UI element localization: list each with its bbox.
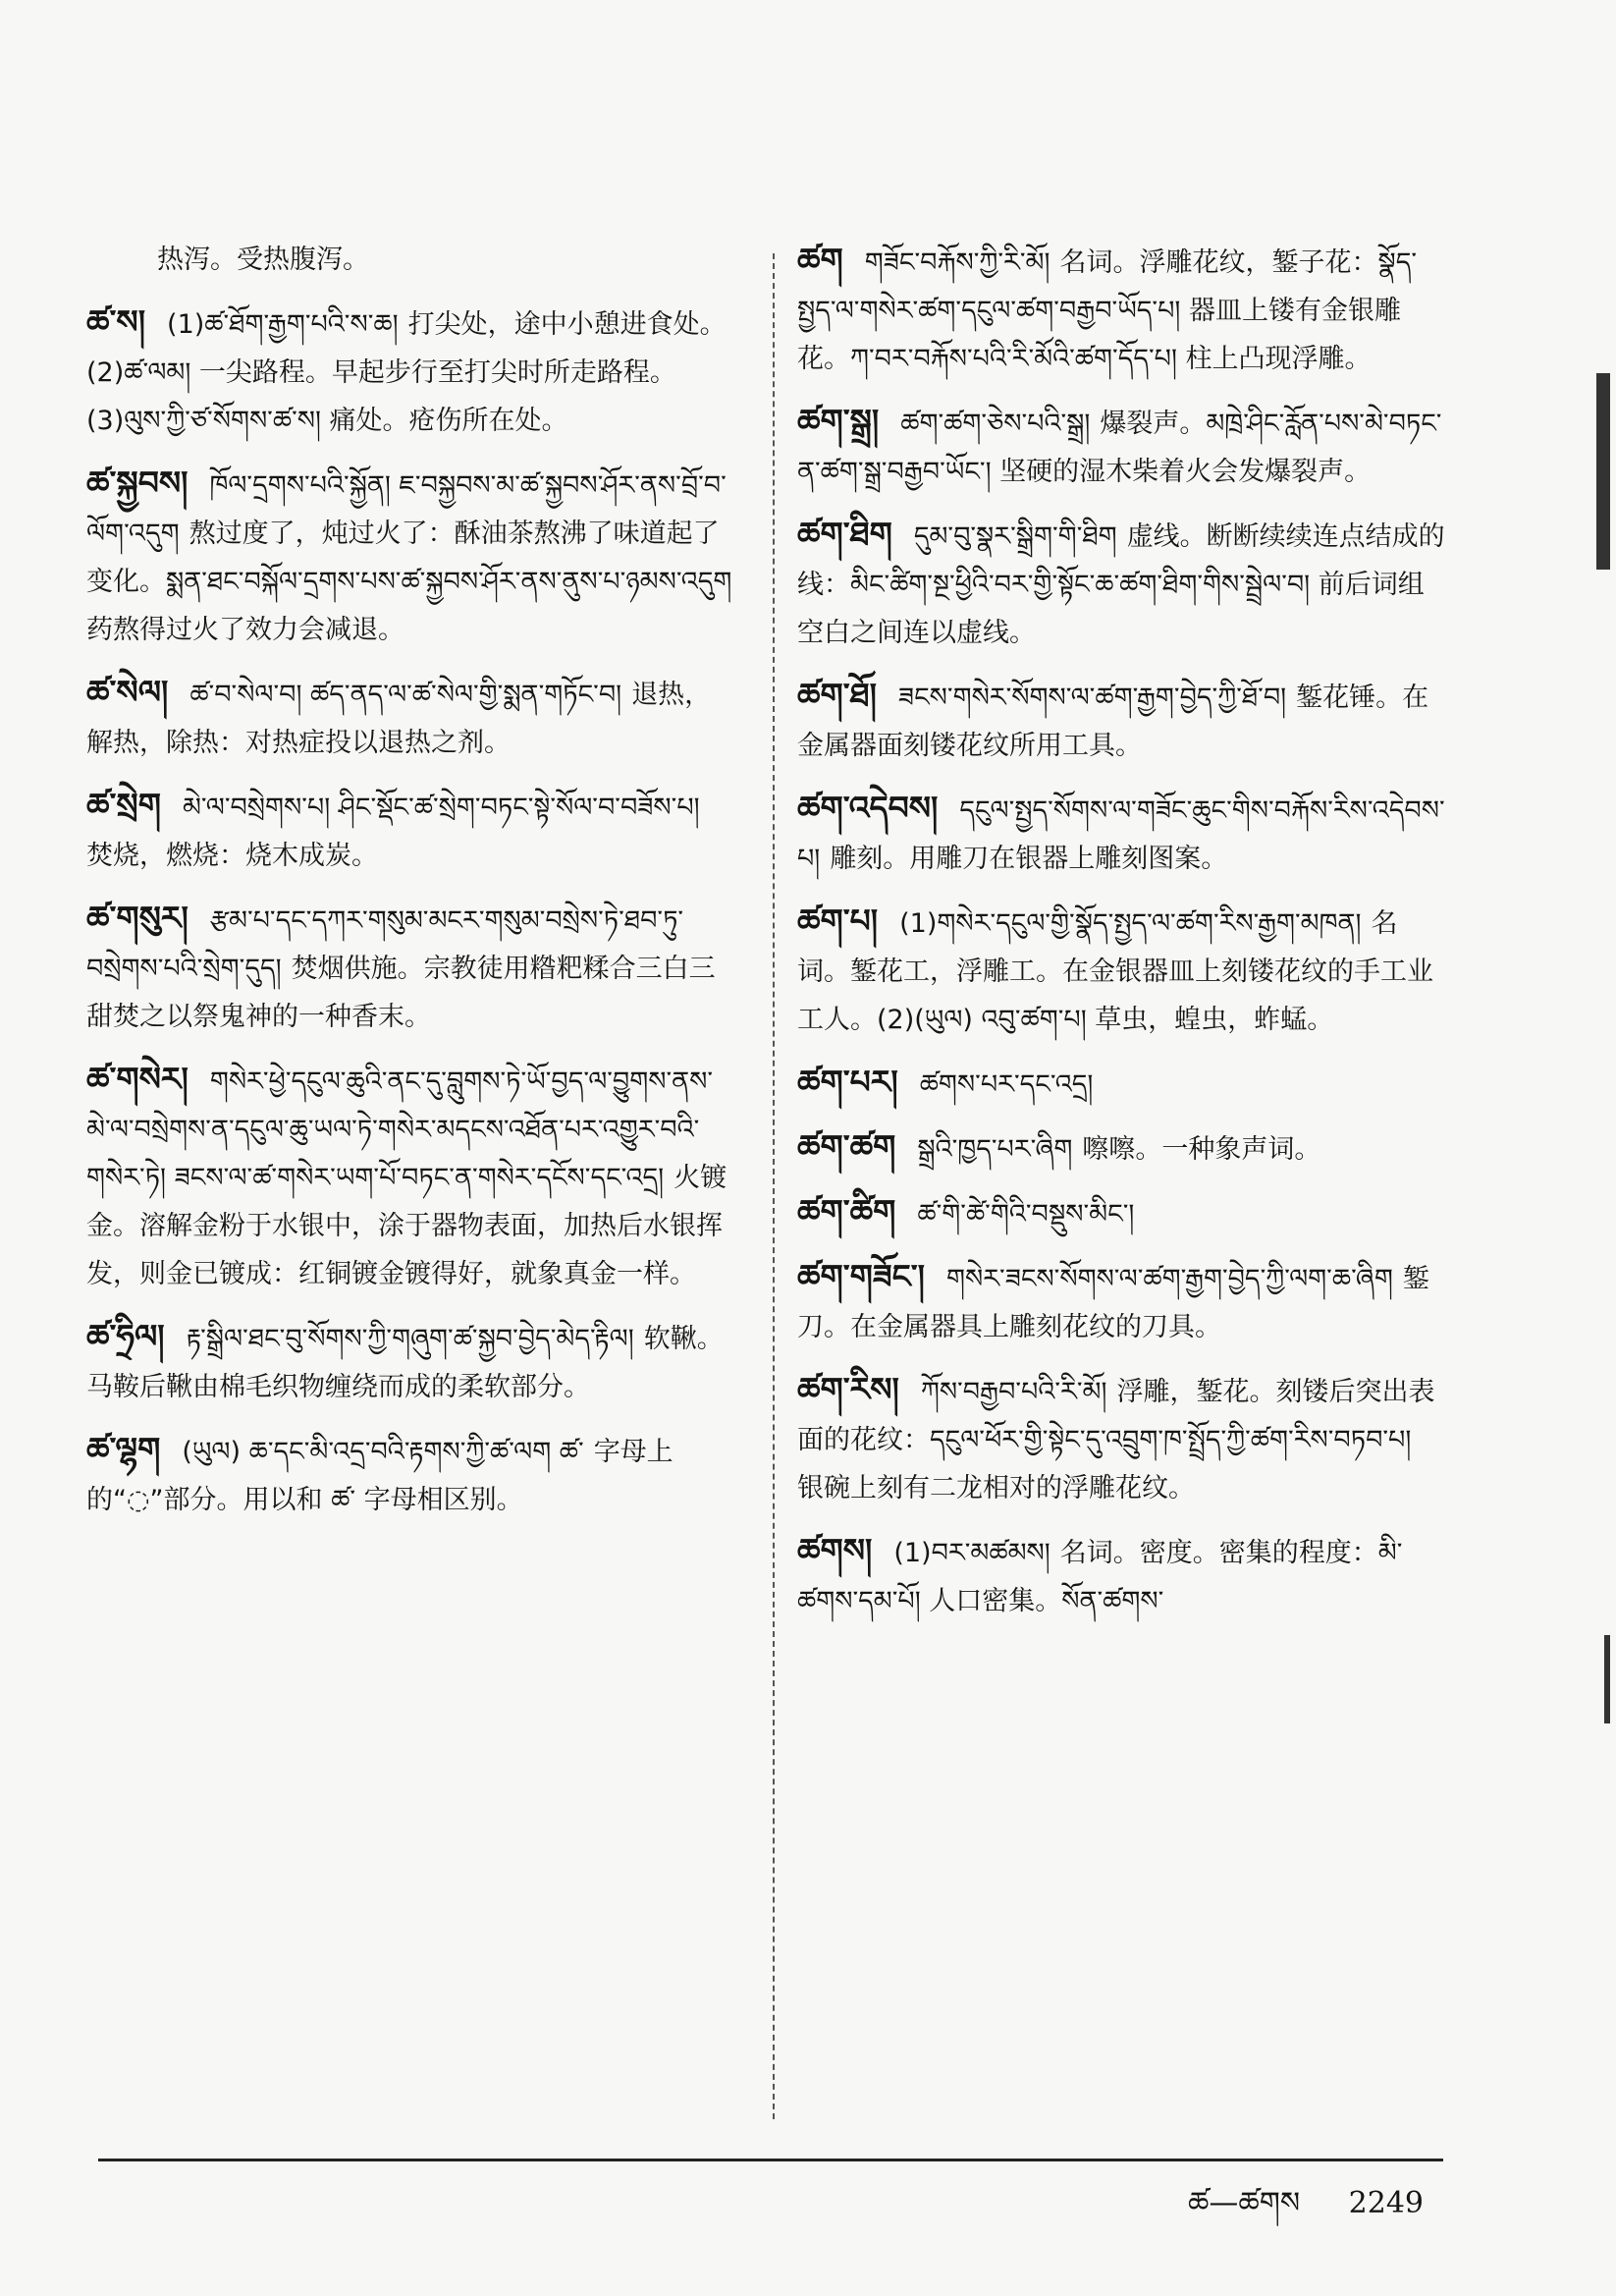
entry-chinese-definition: 退热，解热，除热：对热症投以退热之剂。 [86,680,712,758]
dictionary-entry [86,236,734,284]
entry-tibetan-definition: ཟངས་གསེར་སོགས་ལ་ཚག་རྒྱག་བྱེད་ཀྱི་ཐོ་བ། [897,683,1287,713]
left-column [86,236,734,1538]
entry-tibetan-definition: དངུལ་སྤྱད་སོགས་ལ་གཟོང་ཆུང་གིས་བརྐོས་རིས་འདེབས་པ། [797,795,1445,874]
dictionary-entry [86,1055,734,1298]
dictionary-entry [797,236,1445,383]
entry-headword: ཚ་སྐྱབས། [86,464,189,502]
entry-chinese-definition: 名词。密度。密集的程度：མི་ཚགས་དམ་པོ། 人口密集。སོན་ཚགས་ [797,1538,1403,1616]
page-footer [1188,2170,1424,2253]
footer-rule [98,2159,1443,2161]
entry-tibetan-definition: ཚ་བ་སེལ་བ། ཚད་ནད་ལ་ཚ་སེལ་གྱི་སྨན་གཏོང་བ། [189,680,622,710]
edge-mark [1604,1635,1610,1723]
dictionary-entry [797,397,1445,496]
dictionary-entry [797,1187,1445,1238]
entry-chinese-definition: 焚烧，燃烧：烧木成炭。 [86,841,378,871]
entry-chinese-definition: 嚓嚓。一种象声词。 [1082,1134,1321,1165]
dictionary-entry [86,668,734,767]
entry-tibetan-definition: ཚག་ཚག་ཅེས་པའི་སྒྲ། [900,409,1091,439]
entry-headword: ཚག་གཟོང་། [797,1257,925,1295]
dictionary-entry [86,781,734,880]
entry-chinese-definition: 熬过度了，炖过火了：酥油茶熬沸了味道起了变化。སྨན་ཐང་བསྐོལ་དྲགས་པས་ཚ་སྐྱབས་ཤོར་ནས་ནུས་པ་ཉམས་འདུག 药熬得过火了效力会减退。 [86,519,732,645]
entry-headword: ཚ་གསེར། [86,1060,189,1098]
entry-headword: ཚག་ཚག [797,1127,896,1166]
entry-tibetan-definition: སྒྲའི་ཁྱད་པར་ཞིག [917,1134,1073,1165]
entry-chinese-definition: 字母上的“◌”部分。用以和 ཚ་ 字母相区别。 [86,1437,673,1515]
entry-tibetan-definition: མེ་ལ་བསྲེགས་པ། ཤིང་སྡོང་ཚ་སྲེག་བཏང་སྟེ་སོལ་བ་བཟོས་པ། [182,793,700,823]
entry-chinese-definition: 浮雕，錾花。刻镂后突出表面的花纹：དངུལ་ཕོར་གྱི་སྟེང་དུ་འབྲུག་ཁ་སྤྲོད་ཀྱི་ཚག་རིས་བཏབ་པ། 银碗上刻有二龙相对的浮雕花纹。 [797,1377,1435,1503]
dictionary-entry [797,1058,1445,1109]
dictionary-entry [797,897,1445,1044]
entry-chinese-definition: 焚烟供施。宗教徒用糌粑糅合三白三甜焚之以祭鬼神的一种香末。 [86,954,716,1032]
entry-headword: ཚ་ཧྲིལ། [86,1317,165,1355]
dictionary-entry [797,671,1445,770]
dictionary-entry [86,1312,734,1411]
entry-tibetan-definition: གསེར་ཟངས་སོགས་ལ་ཚག་རྒྱག་བྱེད་ཀྱི་ལག་ཆ་ཞིག [945,1264,1393,1294]
entry-headword: ཚག་སྒྲ། [797,402,880,440]
entry-tibetan-definition: ཁོལ་དྲགས་པའི་སྐྱོན། ཇ་བསྐྱབས་མ་ཚ་སྐྱབས་ཤོར་ནས་བྲོ་བ་ལོག་འདུག [86,470,727,549]
entry-tibetan-definition: ཀོས་བརྒྱབ་པའི་རི་མོ། [920,1377,1107,1407]
entry-headword: ཚ་སེལ། [86,673,169,711]
entry-headword: ཚ་གསུར། [86,899,189,937]
entry-headword: ཚག [797,241,843,279]
entry-chinese-definition: 爆裂声。མཁྲེ་ཤིང་རློན་པས་མེ་བཏང་ན་ཚག་སྒྲ་བརྒྱབ་ཡོང་། 坚硬的湿木柴着火会发爆裂声。 [797,409,1442,487]
entry-tibetan-definition: ཚགས་པར་དང་འདྲ། [919,1069,1094,1100]
entry-tibetan-definition: གཟོང་བརྐོས་ཀྱི་རི་མོ། [864,247,1050,278]
entry-headword: ཚག་འདེབས། [797,789,939,827]
entry-chinese-definition: 錾刀。在金属器具上雕刻花纹的刀具。 [797,1264,1429,1342]
entry-chinese-definition: 名词。浮雕花纹，錾子花：སྣོད་སྤྱད་ལ་གསེར་ཚག་དངུལ་ཚག་བརྒྱབ་ཡོད་པ། 器皿上镂有金银雕花。ཀ་བར་བརྐོས་པའི་རི་མོའི་ཚག་དོད་པ། 柱上凸现浮雕。 [797,247,1418,374]
entry-chinese-definition: 火镀金。溶解金粉于水银中，涂于器物表面，加热后水银挥发，则金已镀成：红铜镀金镀得好，就象真金一样。 [86,1163,727,1289]
entry-tibetan-definition: གསེར་ཕྱེ་དངུལ་ཆུའི་ནང་དུ་བླུགས་ཏེ་ཡོ་བྱད་ལ་བྱུགས་ནས་མེ་ལ་བསྲེགས་ན་དངུལ་ཆུ་ཡལ་ཏེ་གསེར་མདངས་འཐོན་པར་འགྱུར་བའི་གསེར་ཏེ། ཟངས་ལ་ཚ་གསེར་ཡག་པོ་བཏང་ན་གསེར་དངོས་དང་འདྲ། [86,1066,714,1193]
entry-chinese-definition: 热泻。受热腹泻。 [157,245,369,275]
dictionary-entry [797,1122,1445,1174]
dictionary-entry [86,894,734,1041]
dictionary-entry [86,298,734,445]
entry-headword: ཚགས། [797,1531,873,1569]
page-range: ཚ—ཚགས [1188,2186,1301,2220]
edge-mark [1596,373,1610,570]
entry-chinese-definition: 软鞦。马鞍后鞦由棉毛织物缠绕而成的柔软部分。 [86,1324,724,1402]
page-number: 2249 [1348,2186,1424,2220]
entry-chinese-definition: 虚线。断断续续连点结成的线：མིང་ཚིག་སྔ་ཕྱིའི་བར་གྱི་སྟོང་ཆ་ཚག་ཐིག་གིས་སྦྲེལ་བ། 前后词组空白之间连以虚线。 [797,521,1445,648]
entry-chinese-definition: 名词。錾花工，浮雕工。在金银器皿上刻镂花纹的手工业工人。(2)(ཡུལ) འབུ་ཚག་པ། 草虫，蝗虫，蚱蜢。 [797,908,1433,1035]
entry-chinese-definition: 錾花锤。在金属器面刻镂花纹所用工具。 [797,683,1429,761]
entry-headword: ཚག་པ། [797,902,879,940]
dictionary-entry [797,1526,1445,1625]
entry-headword: ཚག་ཐོ། [797,676,877,714]
right-column [797,236,1445,1639]
entry-chinese-definition: 打尖处，途中小憩进食处。(2)ཚ་ལམ། 一尖路程。早起步行至打尖时所走路程。(3)ལུས་ཀྱི་ཙ་སོགས་ཚ་ས། 痛处。疮伤所在处。 [86,309,727,436]
entry-headword: ཚག་ཐིག [797,515,892,553]
entry-tibetan-definition: དུམ་བུ་སྣར་སྒྲིག་གི་ཐིག [913,521,1117,552]
dictionary-entry [797,1365,1445,1512]
entry-headword: ཚག་ཚིག [797,1192,896,1230]
entry-tibetan-definition: (ཡུལ) ཆ་དང་མི་འདྲ་བའི་རྟགས་ཀྱི་ཚ་ལག ཚ་ [182,1437,584,1467]
entry-tibetan-definition: ཚ་གི་ཚེ་གིའི་བསྡུས་མིང་། [917,1199,1135,1230]
entry-headword: ཚག་པར། [797,1063,898,1101]
dictionary-entry [797,784,1445,883]
dictionary-entry [86,1425,734,1524]
entry-tibetan-definition: (1)ཚ་ཐོག་རྒྱག་པའི་ས་ཆ། [167,309,399,340]
entry-tibetan-definition: རྟ་སྒྲིལ་ཐང་བུ་སོགས་ཀྱི་གཞུག་ཚ་སྐྱབ་བྱེད་མེད་རྟིལ། [186,1324,634,1354]
entry-headword: ཚ་ལྷག [86,1430,161,1468]
entry-tibetan-definition: (1)བར་མཚམས། [893,1538,1050,1568]
edge-marks [1581,0,1610,2296]
entry-headword: ཚ་སྲེག [86,786,161,824]
entry-chinese-definition: 雕刻。用雕刀在银器上雕刻图案。 [830,844,1228,874]
entry-tibetan-definition: རྩམ་པ་དང་དཀར་གསུམ་མངར་གསུམ་བསྲེས་ཏེ་ཐབ་ཏུ་བསྲེགས་པའི་སྲེག་དུད། [86,905,684,984]
entry-headword: ཚག་རིས། [797,1370,899,1408]
dictionary-entry [86,459,734,654]
entry-tibetan-definition: (1)གསེར་དངུལ་གྱི་སྣོད་སྤྱད་ལ་ཚག་རིས་རྒྱག་མཁན། [899,908,1362,939]
column-divider [773,253,775,2119]
entry-headword: ཚ་ས། [86,302,146,341]
dictionary-entry [797,1252,1445,1351]
dictionary-entry [797,510,1445,657]
